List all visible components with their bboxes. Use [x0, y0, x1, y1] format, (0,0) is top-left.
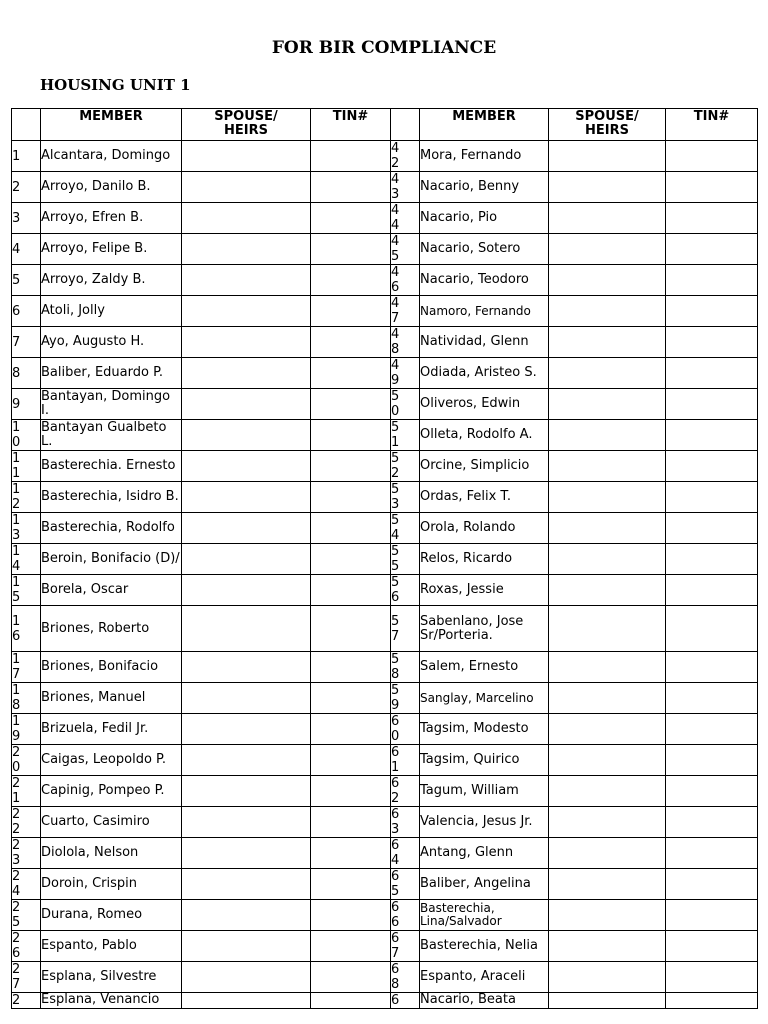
left-spouse-cell — [182, 234, 311, 265]
left-tin-cell — [311, 606, 391, 652]
right-spouse-cell — [549, 482, 666, 513]
left-row-number: 2 — [12, 993, 41, 1009]
left-row-number: 27 — [12, 962, 41, 993]
left-member-name: Esplana, Venancio — [41, 993, 182, 1009]
left-tin-cell — [311, 869, 391, 900]
right-spouse-cell — [549, 575, 666, 606]
table-row — [12, 962, 758, 993]
right-spouse-cell — [549, 993, 666, 1009]
table-row — [12, 652, 758, 683]
left-row-number: 9 — [12, 389, 41, 420]
left-row-number: 7 — [12, 327, 41, 358]
right-spouse-cell — [549, 358, 666, 389]
right-member-name: Odiada, Aristeo S. — [420, 358, 549, 389]
right-tin-cell — [666, 420, 758, 451]
left-row-number: 24 — [12, 869, 41, 900]
left-member-name: Brizuela, Fedil Jr. — [41, 714, 182, 745]
right-tin-cell — [666, 513, 758, 544]
right-tin-cell — [666, 606, 758, 652]
right-row-number: 45 — [391, 234, 420, 265]
left-spouse-cell — [182, 838, 311, 869]
left-member-name: Bantayan Gualbeto L. — [41, 420, 182, 451]
left-spouse-cell — [182, 606, 311, 652]
left-tin-cell — [311, 900, 391, 931]
right-tin-cell — [666, 900, 758, 931]
left-row-number: 3 — [12, 203, 41, 234]
right-member-name: Tagum, William — [420, 776, 549, 807]
left-spouse-cell — [182, 931, 311, 962]
right-tin-cell — [666, 203, 758, 234]
left-tin-header: TIN# — [311, 109, 391, 141]
left-row-number: 11 — [12, 451, 41, 482]
right-row-number: 6 — [391, 993, 420, 1009]
right-spouse-cell — [549, 172, 666, 203]
right-spouse-cell — [549, 544, 666, 575]
right-spouse-cell — [549, 931, 666, 962]
left-tin-cell — [311, 807, 391, 838]
right-member-name: Nacario, Beata — [420, 993, 549, 1009]
left-member-name: Bantayan, Domingo I. — [41, 389, 182, 420]
table-row — [12, 358, 758, 389]
right-row-number: 44 — [391, 203, 420, 234]
right-row-number: 52 — [391, 451, 420, 482]
spouse-header-line1: SPOUSE/ — [214, 109, 278, 124]
left-tin-cell — [311, 420, 391, 451]
right-tin-cell — [666, 993, 758, 1009]
left-tin-cell — [311, 544, 391, 575]
left-spouse-cell — [182, 714, 311, 745]
right-spouse-cell — [549, 962, 666, 993]
left-tin-cell — [311, 482, 391, 513]
left-tin-cell — [311, 234, 391, 265]
table-row — [12, 900, 758, 931]
right-spouse-cell — [549, 451, 666, 482]
table-row — [12, 141, 758, 172]
left-row-number: 1 — [12, 141, 41, 172]
left-tin-cell — [311, 172, 391, 203]
right-spouse-cell — [549, 420, 666, 451]
right-member-name: Salem, Ernesto — [420, 652, 549, 683]
right-member-name: Valencia, Jesus Jr. — [420, 807, 549, 838]
right-tin-cell — [666, 451, 758, 482]
left-tin-cell — [311, 652, 391, 683]
left-tin-cell — [311, 296, 391, 327]
right-tin-cell — [666, 327, 758, 358]
right-row-number: 64 — [391, 838, 420, 869]
right-member-name: Basterechia, Nelia — [420, 931, 549, 962]
right-member-name: Basterechia, Lina/Salvador — [420, 900, 549, 931]
left-tin-cell — [311, 745, 391, 776]
table-row — [12, 203, 758, 234]
left-member-name: Borela, Oscar — [41, 575, 182, 606]
table-row — [12, 296, 758, 327]
left-member-name: Arroyo, Zaldy B. — [41, 265, 182, 296]
right-member-name: Antang, Glenn — [420, 838, 549, 869]
right-member-name: Orola, Rolando — [420, 513, 549, 544]
right-tin-cell — [666, 869, 758, 900]
left-tin-cell — [311, 265, 391, 296]
right-member-name: Tagsim, Modesto — [420, 714, 549, 745]
left-tin-cell — [311, 776, 391, 807]
left-spouse-cell — [182, 141, 311, 172]
right-member-name: Nacario, Teodoro — [420, 265, 549, 296]
section-subtitle: HOUSING UNIT 1 — [40, 76, 191, 94]
left-spouse-cell — [182, 745, 311, 776]
left-spouse-cell — [182, 575, 311, 606]
left-spouse-cell — [182, 683, 311, 714]
left-spouse-cell — [182, 513, 311, 544]
table-row — [12, 714, 758, 745]
right-member-name: Olleta, Rodolfo A. — [420, 420, 549, 451]
left-tin-cell — [311, 451, 391, 482]
left-member-name: Briones, Manuel — [41, 683, 182, 714]
left-tin-cell — [311, 838, 391, 869]
left-row-number: 26 — [12, 931, 41, 962]
left-row-number: 2 — [12, 172, 41, 203]
right-spouse-cell — [549, 776, 666, 807]
left-member-name: Atoli, Jolly — [41, 296, 182, 327]
right-member-name: Ordas, Felix T. — [420, 482, 549, 513]
right-tin-cell — [666, 838, 758, 869]
right-member-name: Tagsim, Quirico — [420, 745, 549, 776]
right-spouse-cell — [549, 683, 666, 714]
left-spouse-cell — [182, 327, 311, 358]
right-row-number: 50 — [391, 389, 420, 420]
left-member-name: Beroin, Bonifacio (D)/ — [41, 544, 182, 575]
right-row-number: 53 — [391, 482, 420, 513]
left-row-number: 17 — [12, 652, 41, 683]
left-member-name: Capinig, Pompeo P. — [41, 776, 182, 807]
right-tin-header: TIN# — [666, 109, 758, 141]
left-tin-cell — [311, 358, 391, 389]
left-spouse-cell — [182, 776, 311, 807]
left-row-number: 4 — [12, 234, 41, 265]
left-member-name: Caigas, Leopoldo P. — [41, 745, 182, 776]
table-row — [12, 807, 758, 838]
left-row-number: 6 — [12, 296, 41, 327]
right-row-number: 57 — [391, 606, 420, 652]
right-row-number: 61 — [391, 745, 420, 776]
left-tin-cell — [311, 714, 391, 745]
left-spouse-cell — [182, 482, 311, 513]
right-row-number: 54 — [391, 513, 420, 544]
left-member-name: Briones, Roberto — [41, 606, 182, 652]
left-tin-cell — [311, 962, 391, 993]
left-spouse-cell — [182, 296, 311, 327]
right-member-name: Relos, Ricardo — [420, 544, 549, 575]
left-row-number: 15 — [12, 575, 41, 606]
table-row — [12, 544, 758, 575]
table-row — [12, 993, 758, 1009]
left-member-name: Arroyo, Danilo B. — [41, 172, 182, 203]
left-member-name: Cuarto, Casimiro — [41, 807, 182, 838]
right-row-number: 42 — [391, 141, 420, 172]
right-tin-cell — [666, 714, 758, 745]
right-tin-cell — [666, 234, 758, 265]
left-spouse-cell — [182, 358, 311, 389]
right-row-number: 56 — [391, 575, 420, 606]
left-spouse-cell — [182, 962, 311, 993]
right-row-number: 49 — [391, 358, 420, 389]
left-member-name: Ayo, Augusto H. — [41, 327, 182, 358]
right-tin-cell — [666, 575, 758, 606]
right-member-name: Natividad, Glenn — [420, 327, 549, 358]
table-row — [12, 838, 758, 869]
table-row — [12, 869, 758, 900]
left-row-number: 5 — [12, 265, 41, 296]
left-spouse-cell — [182, 389, 311, 420]
right-member-name: Sabenlano, Jose Sr/Porteria. — [420, 606, 549, 652]
left-tin-cell — [311, 141, 391, 172]
right-spouse-cell — [549, 606, 666, 652]
table-row — [12, 389, 758, 420]
right-spouse-cell — [549, 389, 666, 420]
left-row-number: 13 — [12, 513, 41, 544]
right-spouse-cell — [549, 203, 666, 234]
table-row — [12, 451, 758, 482]
right-spouse-cell — [549, 900, 666, 931]
left-tin-cell — [311, 993, 391, 1009]
left-member-name: Espanto, Pablo — [41, 931, 182, 962]
right-row-number: 59 — [391, 683, 420, 714]
left-tin-cell — [311, 327, 391, 358]
right-tin-cell — [666, 172, 758, 203]
right-member-name: Espanto, Araceli — [420, 962, 549, 993]
right-spouse-cell — [549, 234, 666, 265]
right-row-number: 55 — [391, 544, 420, 575]
right-row-number: 60 — [391, 714, 420, 745]
right-spouse-cell — [549, 714, 666, 745]
right-tin-cell — [666, 776, 758, 807]
left-row-number: 25 — [12, 900, 41, 931]
table-row — [12, 575, 758, 606]
right-spouse-cell — [549, 807, 666, 838]
right-spouse-cell — [549, 745, 666, 776]
left-row-number: 22 — [12, 807, 41, 838]
right-member-name: Roxas, Jessie — [420, 575, 549, 606]
right-member-name: Oliveros, Edwin — [420, 389, 549, 420]
right-tin-cell — [666, 745, 758, 776]
right-row-number: 65 — [391, 869, 420, 900]
table-row — [12, 420, 758, 451]
left-spouse-cell — [182, 807, 311, 838]
table-row — [12, 776, 758, 807]
right-member-name: Nacario, Benny — [420, 172, 549, 203]
right-tin-cell — [666, 296, 758, 327]
left-spouse-cell — [182, 993, 311, 1009]
right-member-name: Mora, Fernando — [420, 141, 549, 172]
left-spouse-cell — [182, 420, 311, 451]
left-spouse-cell — [182, 265, 311, 296]
right-row-number: 43 — [391, 172, 420, 203]
table-row — [12, 683, 758, 714]
right-row-number: 68 — [391, 962, 420, 993]
right-tin-cell — [666, 683, 758, 714]
right-tin-cell — [666, 482, 758, 513]
left-member-name: Briones, Bonifacio — [41, 652, 182, 683]
right-spouse-cell — [549, 296, 666, 327]
right-row-number: 66 — [391, 900, 420, 931]
left-tin-cell — [311, 389, 391, 420]
right-row-number: 48 — [391, 327, 420, 358]
right-row-number: 46 — [391, 265, 420, 296]
right-number-header — [391, 109, 420, 141]
left-member-name: Arroyo, Felipe B. — [41, 234, 182, 265]
left-row-number: 21 — [12, 776, 41, 807]
left-tin-cell — [311, 683, 391, 714]
member-table — [11, 108, 758, 1009]
left-member-name: Basterechia, Rodolfo — [41, 513, 182, 544]
right-member-header: MEMBER — [420, 109, 549, 141]
right-spouse-cell — [549, 869, 666, 900]
left-row-number: 8 — [12, 358, 41, 389]
left-row-number: 23 — [12, 838, 41, 869]
left-row-number: 10 — [12, 420, 41, 451]
left-member-name: Basterechia, Isidro B. — [41, 482, 182, 513]
right-row-number: 62 — [391, 776, 420, 807]
left-spouse-header — [182, 109, 311, 141]
table-row — [12, 172, 758, 203]
left-row-number: 19 — [12, 714, 41, 745]
left-tin-cell — [311, 575, 391, 606]
left-spouse-cell — [182, 203, 311, 234]
spouse-header-line2: HEIRS — [585, 123, 629, 138]
table-row — [12, 234, 758, 265]
right-tin-cell — [666, 962, 758, 993]
left-tin-cell — [311, 513, 391, 544]
left-row-number: 12 — [12, 482, 41, 513]
right-spouse-cell — [549, 513, 666, 544]
left-row-number: 18 — [12, 683, 41, 714]
left-spouse-cell — [182, 900, 311, 931]
right-member-name: Nacario, Pio — [420, 203, 549, 234]
right-member-name: Sanglay, Marcelino — [420, 683, 549, 714]
right-tin-cell — [666, 141, 758, 172]
left-spouse-cell — [182, 172, 311, 203]
right-member-name: Baliber, Angelina — [420, 869, 549, 900]
right-row-number: 47 — [391, 296, 420, 327]
right-row-number: 51 — [391, 420, 420, 451]
right-spouse-cell — [549, 141, 666, 172]
left-spouse-cell — [182, 652, 311, 683]
right-member-name: Orcine, Simplicio — [420, 451, 549, 482]
right-spouse-cell — [549, 327, 666, 358]
right-tin-cell — [666, 544, 758, 575]
left-row-number: 16 — [12, 606, 41, 652]
table-row — [12, 745, 758, 776]
left-member-name: Doroin, Crispin — [41, 869, 182, 900]
left-member-name: Basterechia. Ernesto — [41, 451, 182, 482]
right-row-number: 58 — [391, 652, 420, 683]
left-member-name: Durana, Romeo — [41, 900, 182, 931]
table-row — [12, 606, 758, 652]
right-tin-cell — [666, 931, 758, 962]
right-member-name: Nacario, Sotero — [420, 234, 549, 265]
table-row — [12, 265, 758, 296]
left-number-header — [12, 109, 41, 141]
right-tin-cell — [666, 652, 758, 683]
left-member-name: Alcantara, Domingo — [41, 141, 182, 172]
left-row-number: 14 — [12, 544, 41, 575]
table-row — [12, 513, 758, 544]
spouse-header-line1: SPOUSE/ — [575, 109, 639, 124]
left-spouse-cell — [182, 544, 311, 575]
left-tin-cell — [311, 203, 391, 234]
left-spouse-cell — [182, 451, 311, 482]
left-member-name: Esplana, Silvestre — [41, 962, 182, 993]
right-spouse-cell — [549, 265, 666, 296]
left-spouse-cell — [182, 869, 311, 900]
left-member-name: Diolola, Nelson — [41, 838, 182, 869]
table-row — [12, 931, 758, 962]
right-tin-cell — [666, 807, 758, 838]
table-body — [12, 141, 758, 1009]
right-spouse-cell — [549, 838, 666, 869]
table-row — [12, 327, 758, 358]
right-tin-cell — [666, 358, 758, 389]
left-member-name: Baliber, Eduardo P. — [41, 358, 182, 389]
right-spouse-cell — [549, 652, 666, 683]
left-member-name: Arroyo, Efren B. — [41, 203, 182, 234]
spouse-header-line2: HEIRS — [224, 123, 268, 138]
left-row-number: 20 — [12, 745, 41, 776]
right-row-number: 63 — [391, 807, 420, 838]
table-header-row — [12, 109, 758, 141]
right-tin-cell — [666, 389, 758, 420]
right-spouse-header — [549, 109, 666, 141]
right-member-name: Namoro, Fernando — [420, 296, 549, 327]
left-tin-cell — [311, 931, 391, 962]
left-member-header: MEMBER — [41, 109, 182, 141]
document-title: FOR BIR COMPLIANCE — [271, 38, 497, 58]
right-tin-cell — [666, 265, 758, 296]
table-row — [12, 482, 758, 513]
right-row-number: 67 — [391, 931, 420, 962]
